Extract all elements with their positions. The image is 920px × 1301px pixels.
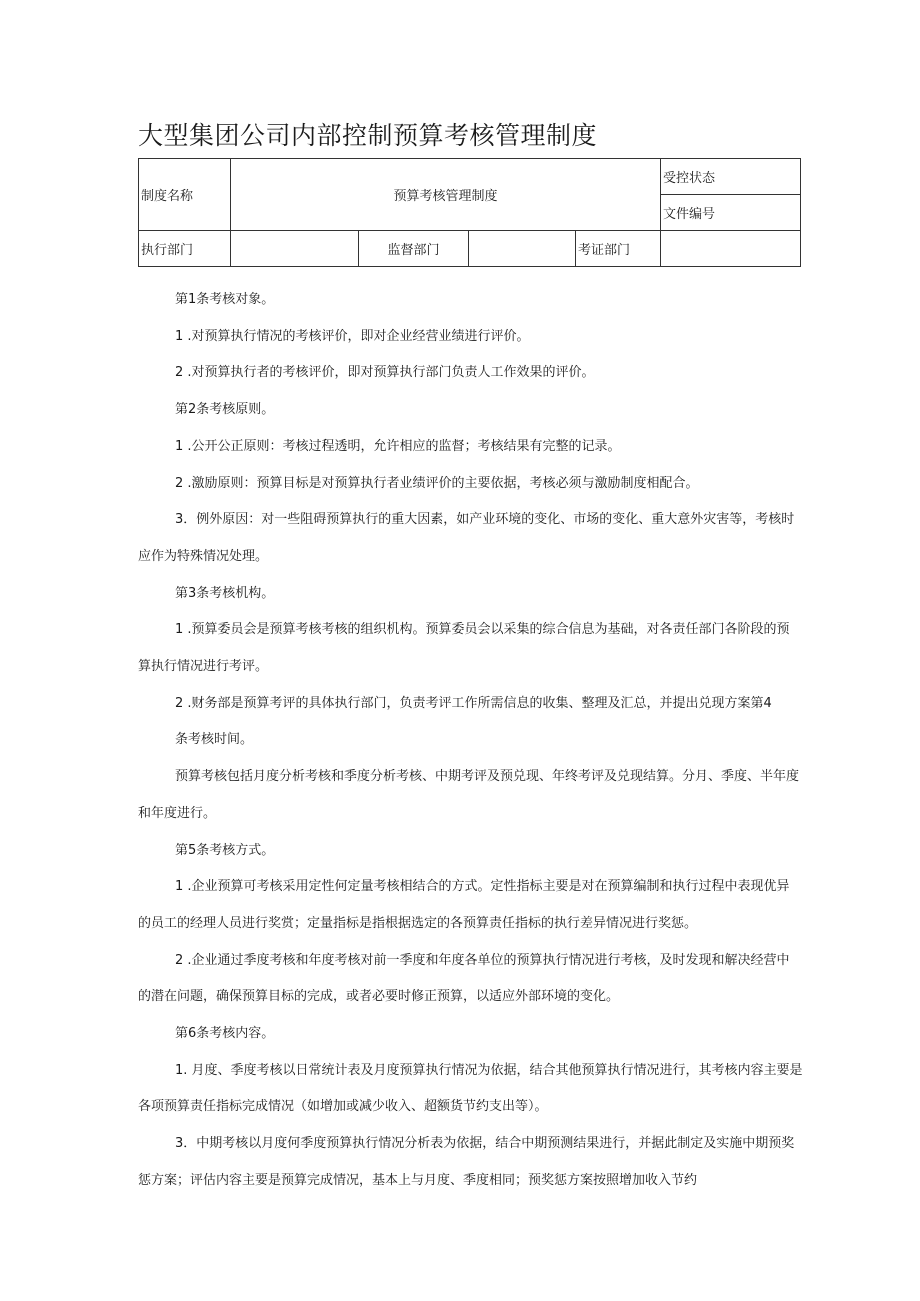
- text-line: 应作为特殊情况处理。: [138, 548, 269, 564]
- verify-dept-label-cell: 考证部门: [576, 231, 661, 267]
- text-line: 1 .企业预算可考核采用定性何定量考核相结合的方式。定性指标主要是对在预算编制和执行过程中表现优异: [175, 879, 790, 895]
- file-number-label-cell: 文件编号: [661, 195, 801, 231]
- header-table: [138, 158, 801, 267]
- text-line: 3．例外原因：对一些阻碍预算执行的重大因素，如产业环境的变化、市场的变化、重大意外灾害等，考核时: [175, 512, 795, 528]
- text-line: 第3条考核机构。: [175, 585, 275, 601]
- text-line: 的潜在问题，确保预算目标的完成，或者必要时修正预算，以适应外部环境的变化。: [138, 989, 620, 1005]
- document-title: 大型集团公司内部控制预算考核管理制度: [138, 121, 598, 150]
- name-label-cell: 制度名称: [139, 159, 231, 231]
- text-line: 3．中期考核以月度何季度预算执行情况分析表为依据，结合中期预测结果进行，并据此制定及实施中期预奖: [175, 1136, 795, 1152]
- text-line: 2 .激励原则：预算目标是对预算执行者业绩评价的主要依据，考核必须与激励制度相配合。: [175, 475, 699, 491]
- text-line: 1 .预算委员会是预算考核考核的组织机构。预算委员会以采集的综合信息为基础，对各责任部门各阶段的预: [175, 622, 790, 638]
- control-status-label-cell: 受控状态: [661, 159, 801, 195]
- text-line: 惩方案；评估内容主要是预算完成情况，基本上与月度、季度相同；预奖惩方案按照增加收入节约: [138, 1172, 698, 1188]
- document-body: [138, 282, 803, 1200]
- text-line: 的员工的经理人员进行奖赏；定量指标是指根据选定的各预算责任指标的执行差异情况进行奖惩。: [138, 915, 698, 931]
- text-line: 1 .公开公正原则：考核过程透明，允许相应的监督；考核结果有完整的记录。: [175, 438, 621, 454]
- text-line: 第2条考核原则。: [175, 402, 275, 418]
- text-line: 条考核时间。: [175, 732, 254, 748]
- text-line: 2 .对预算执行者的考核评价，即对预算执行部门负责人工作效果的评价。: [175, 365, 595, 381]
- text-line: 1 .对预算执行情况的考核评价，即对企业经营业绩进行评价。: [175, 328, 530, 344]
- text-line: 1. 月度、季度考核以日常统计表及月度预算执行情况为依据，结合其他预算执行情况进行，其考核内容主要是: [175, 1062, 803, 1078]
- text-line: 各项预算责任指标完成情况（如增加或减少收入、超额货节约支出等）。: [138, 1099, 548, 1115]
- text-line: 第5条考核方式。: [175, 842, 275, 858]
- exec-dept-value-cell: [231, 231, 359, 267]
- text-line: 2 .财务部是预算考评的具体执行部门，负责考评工作所需信息的收集、整理及汇总，并提出兑现方案第4: [175, 695, 772, 711]
- text-line: 第1条考核对象。: [175, 292, 275, 307]
- supervise-dept-value-cell: [469, 231, 576, 267]
- text-line: 算执行情况进行考评。: [138, 659, 269, 675]
- name-value-cell: 预算考核管理制度: [231, 159, 661, 231]
- text-line: 预算考核包括月度分析考核和季度分析考核、中期考评及预兑现、年终考评及兑现结算。分月、季度、半年度: [175, 769, 800, 785]
- text-line: 第6条考核内容。: [175, 1026, 275, 1042]
- verify-dept-value-cell: [661, 231, 801, 267]
- text-line: 2 .企业通过季度考核和年度考核对前一季度和年度各单位的预算执行情况进行考核，及时发现和解决经营中: [175, 952, 790, 968]
- exec-dept-label-cell: 执行部门: [139, 231, 231, 267]
- text-line: 和年度进行。: [138, 805, 217, 821]
- supervise-dept-label-cell: 监督部门: [359, 231, 469, 267]
